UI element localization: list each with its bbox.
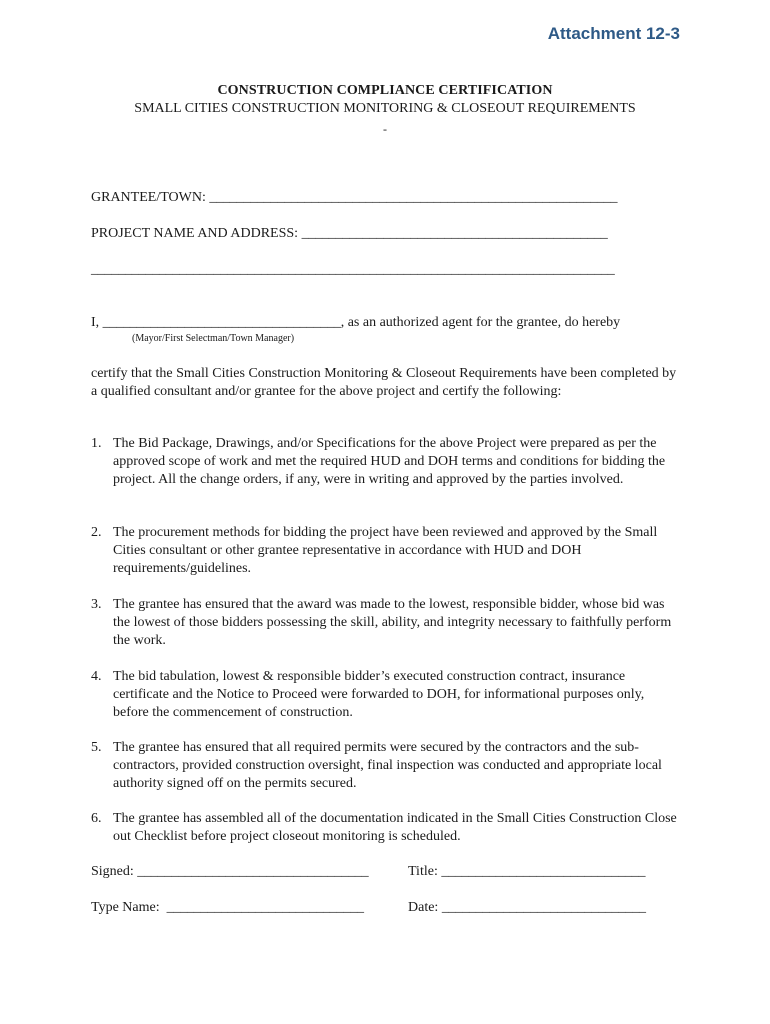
- list-item-text: The procurement methods for bidding the project have been reviewed and approved by the Small Cities consultant or other grantee representative in accordance with HUD and DOH requirements/guidelines.: [113, 525, 658, 576]
- list-item-text: The grantee has assembled all of the documentation indicated in the Small Cities Construction Close out Checklist before project closeout monitoring is scheduled.: [113, 811, 677, 844]
- project-address-extra-blank[interactable]: _____________________________________________________________________________: [91, 262, 615, 277]
- document-title: CONSTRUCTION COMPLIANCE CERTIFICATION: [217, 83, 553, 98]
- list-item: [91, 810, 691, 846]
- grantee-town-blank[interactable]: ____________________________________________________________: [209, 190, 618, 205]
- separator-mark: -: [383, 122, 387, 136]
- list-item: [91, 739, 691, 793]
- project-name-address-field: [91, 226, 608, 242]
- type-name-field: [91, 900, 364, 916]
- attachment-label: Attachment 12-3: [547, 24, 680, 43]
- list-item-number: 4.: [91, 669, 102, 684]
- list-item-number: 6.: [91, 811, 102, 826]
- agent-suffix: , as an authorized agent for the grantee, do hereby: [340, 315, 621, 330]
- list-item-text: The Bid Package, Drawings, and/or Specifications for the above Project were prepared as per the approved scope of work and met the required HUD and DOH terms and conditions for bidding the project. All the change orders, if any, were in writing and approved by the parties involved.: [113, 436, 666, 487]
- list-item-number: 2.: [91, 525, 102, 540]
- list-item-text: The grantee has ensured that the award was made to the lowest, responsible bidder, whose bid was the lowest of those bidders possessing the skill, ability, and integrity necessary to faithfully perform the work.: [113, 597, 672, 648]
- date-blank[interactable]: ______________________________: [441, 900, 646, 915]
- agent-statement: [91, 315, 620, 331]
- title-label: Title:: [408, 864, 438, 879]
- date-label: Date:: [408, 900, 439, 915]
- signed-label: Signed:: [91, 864, 134, 879]
- list-item: [91, 596, 691, 650]
- agent-name-blank[interactable]: ___________________________________: [102, 315, 341, 330]
- title-blank[interactable]: ______________________________: [441, 864, 646, 879]
- type-name-label: Type Name:: [91, 900, 160, 915]
- certify-paragraph: certify that the Small Cities Construction Monitoring & Closeout Requirements have been completed by a qualified consultant and/or grantee for the above project and certify the following:: [91, 366, 677, 399]
- list-item-number: 1.: [91, 436, 102, 451]
- grantee-town-field: [91, 190, 617, 206]
- signed-blank[interactable]: __________________________________: [137, 864, 369, 879]
- project-name-address-label: PROJECT NAME AND ADDRESS:: [91, 226, 299, 241]
- list-item: [91, 668, 691, 722]
- agent-prefix: I,: [91, 315, 100, 330]
- date-field: [408, 900, 646, 916]
- title-field: [408, 864, 645, 880]
- project-name-address-blank[interactable]: _____________________________________________: [301, 226, 608, 241]
- list-item-text: The bid tabulation, lowest & responsible bidder’s executed construction contract, insurance certificate and the Notice to Proceed were forwarded to DOH, for informational purposes only, before the commencement of construction.: [113, 669, 645, 720]
- list-item-text: The grantee has ensured that all required permits were secured by the contractors and the sub-contractors, provided construction oversight, final inspection was conducted and appropriate local authority signed off on the permits secured.: [113, 740, 662, 791]
- document-subtitle: SMALL CITIES CONSTRUCTION MONITORING & CLOSEOUT REQUIREMENTS: [134, 101, 636, 116]
- grantee-town-label: GRANTEE/TOWN:: [91, 190, 206, 205]
- agent-caption: (Mayor/First Selectman/Town Manager): [132, 333, 295, 344]
- list-item-number: 5.: [91, 740, 102, 755]
- list-item: [91, 435, 691, 489]
- list-item: [91, 524, 691, 578]
- signed-field: [91, 864, 368, 880]
- type-name-blank[interactable]: _____________________________: [166, 900, 364, 915]
- list-item-number: 3.: [91, 597, 102, 612]
